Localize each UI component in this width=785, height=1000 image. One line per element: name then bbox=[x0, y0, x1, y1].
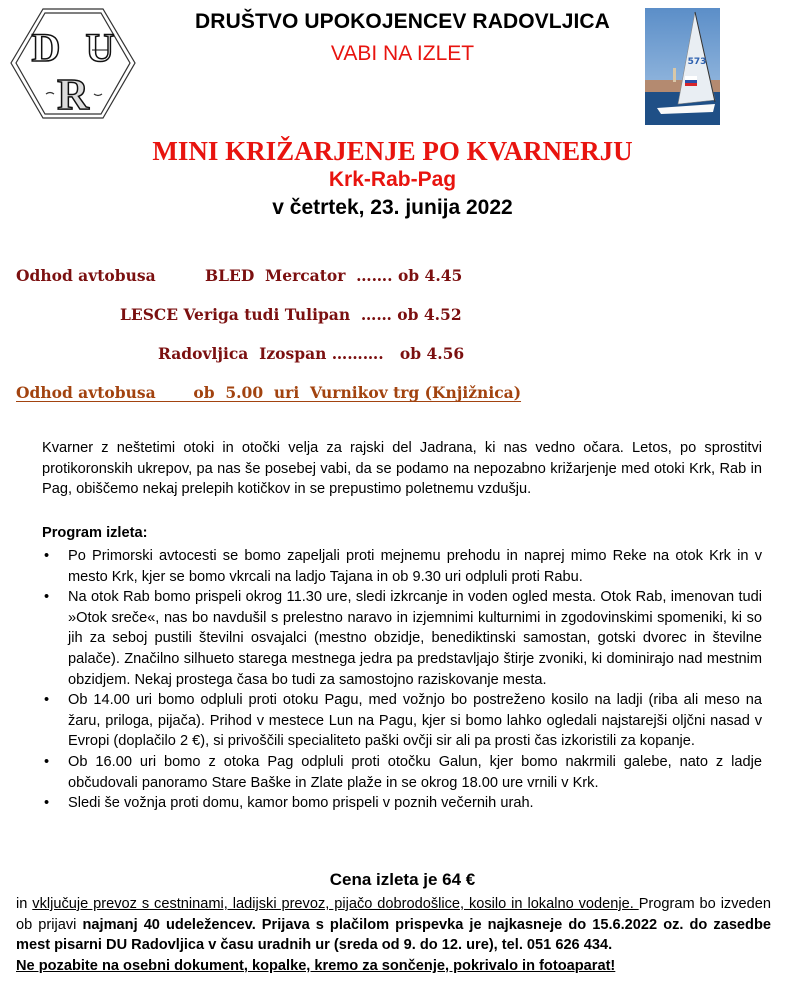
footer-text-start: in bbox=[16, 896, 33, 912]
bullet-icon: • bbox=[44, 692, 50, 709]
price-includes: vključuje prevoz s cestninami, ladijski prevoz, pijačo dobrodošlice, kosilo in lokalno vodenje. bbox=[32, 896, 639, 912]
program-item bbox=[42, 546, 762, 587]
bullet-icon: • bbox=[44, 548, 50, 564]
departure-stop-radovljica: Radovljica Izospan ………. ob 4.56 bbox=[158, 344, 465, 363]
departure-label: Odhod avtobusa bbox=[16, 266, 156, 285]
program-item-text: Ob 16.00 uri bomo z otoka Pag odpluli proti otočku Galun, kjer bomo nakrmili galebe, nato z ladje občudovali panoramo Stare Baške in Zlate plaže in se okrog 18.00 ure vrnili v Krk. bbox=[68, 753, 762, 791]
sail-number: 573 bbox=[687, 57, 707, 67]
program-item-text: Sledi še vožnja proti domu, kamor bomo prispeli v poznih večernih urah. bbox=[68, 795, 534, 812]
invite-text: VABI NA IZLET bbox=[330, 42, 475, 65]
program-item bbox=[42, 793, 762, 814]
footer-info bbox=[16, 894, 771, 976]
bullet-icon: • bbox=[44, 795, 50, 812]
intro-paragraph: Kvarner z neštetimi otoki in otočki velja za rajski del Jadrana, ki nas vedno očara. Letos, po sprostitvi protikoronskih ukrepov, pa nas še posebej vabi, da se podamo na nepozabno križarjenje med otoki Krk, Rab in Pag, obiščemo nekaj prelepih kotičkov in se prepustimo poletnemu vzdušju. bbox=[42, 440, 762, 498]
footer-text-program: Program bo izveden ob prijavi bbox=[16, 896, 771, 933]
departure-stop-lesce: LESCE Veriga tudi Tulipan …… ob 4.52 bbox=[120, 305, 462, 324]
logo-ornament-left bbox=[46, 93, 54, 95]
organization-title: DRUŠTVO UPOKOJENCEV RADOVLJICA bbox=[195, 10, 610, 33]
program-item-text: Na otok Rab bomo prispeli okrog 11.30 ure, sledi izkrcanje in voden ogled mesta. Otok Rab, imenovan tudi »Otok sreče«, nas bo navdušil s prelestno naravo in izjemnimi kulturnimi in zgodovinskimi spomeniki, ki so jih za seboj pustili številni osvajalci (mestno obzidje, benediktinski samostan, gotski dvorec in številne palače). Značilno silhueto starega mestnega jedra pa predstavljajo štirje zvoniki, ki dominirajo nad mestnim obzidjem. Nekaj prostega časa bo tudi za samostojno raziskovanje mesta. bbox=[68, 589, 762, 688]
program-heading: Program izleta: bbox=[42, 525, 148, 541]
bullet-icon: • bbox=[44, 753, 50, 770]
reminder-text: Ne pozabite na osebni dokument, kopalke, kremo za sončenje, pokrivalo in fotoaparat! bbox=[16, 957, 616, 974]
registration-info: najmanj 40 udeležencev. Prijava s plačilom prispevka je najkasneje do 15.6.2022 oz. do zasedbe mest pisarni DU Radovljica v času uradnih ur (sreda od 9. do 12. ure), tel. 051 626 434. bbox=[16, 916, 771, 954]
bullet-icon: • bbox=[44, 589, 50, 606]
program-list bbox=[42, 546, 762, 814]
logo-letter-r: R bbox=[57, 70, 89, 119]
sailboat-photo bbox=[645, 8, 720, 125]
trip-date: v četrtek, 23. junija 2022 bbox=[272, 196, 513, 219]
trip-price: Cena izleta je 64 € bbox=[329, 870, 476, 889]
main-title: MINI KRIŽARJENJE PO KVARNERJU bbox=[152, 136, 633, 166]
route-subtitle: Krk-Rab-Pag bbox=[328, 168, 457, 191]
program-item bbox=[42, 587, 762, 690]
departure-main: Odhod avtobusa ob 5.00 uri Vurnikov trg (Knjižnica) bbox=[16, 383, 522, 402]
logo-letter-u: U bbox=[85, 25, 115, 70]
program-item-text: Po Primorski avtocesti se bomo zapeljali proti mejnemu prehodu in naprej mimo Reke na otok Krk in v mesto Krk, kjer se bomo vkrcali na ladjo Tajana in ob 9.30 uri odpluli proti Rabu. bbox=[68, 548, 762, 585]
logo-letter-d: D bbox=[31, 25, 61, 70]
departure-stop-bled: BLED Mercator ……. ob 4.45 bbox=[205, 266, 463, 285]
program-item bbox=[42, 690, 762, 752]
program-item-text: Ob 14.00 uri bomo odpluli proti otoku Pagu, med vožnjo bo postreženo kosilo na ladji (riba ali meso na žaru, priloga, pijača). Prihod v mestece Lun na Pagu, kjer si bomo lahko ogledali najstarejši oljčni nasad v Evropi (doplačilo 2 €), si privoščili specialiteto paški ovčji sir ali pa prosti čas izkoristili za kopanje. bbox=[68, 692, 762, 750]
program-item bbox=[42, 752, 762, 793]
logo-ornament-right bbox=[94, 94, 102, 96]
